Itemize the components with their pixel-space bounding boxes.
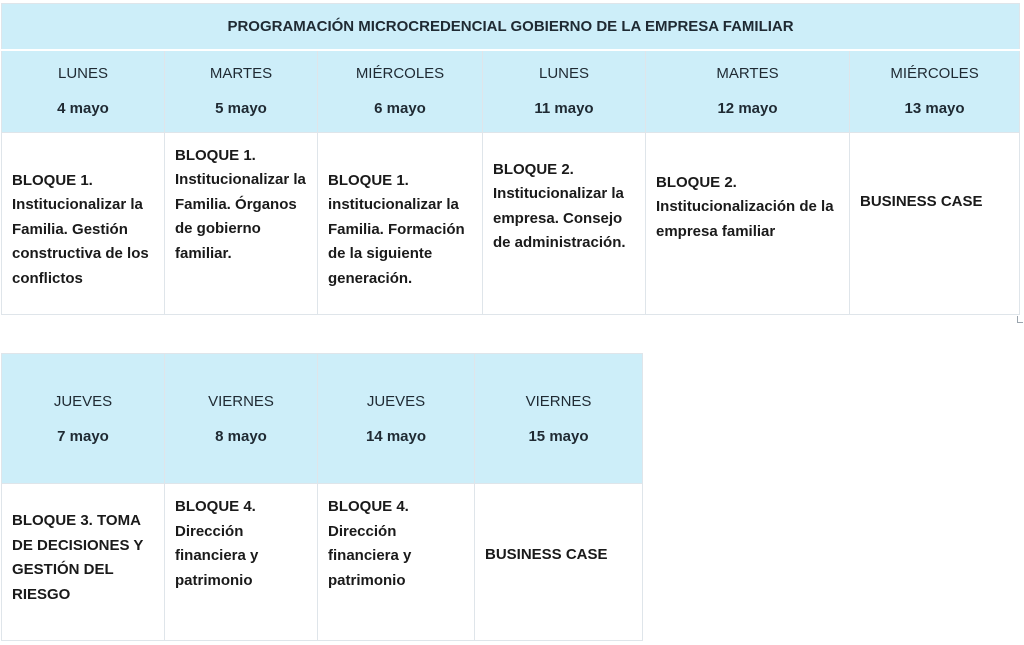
- day-header: [475, 354, 643, 484]
- schedule-table-week-1: [1, 3, 1020, 315]
- session-text: BUSINESS CASE: [860, 192, 983, 210]
- schedule-table-week-2: [1, 353, 643, 641]
- day-header: [318, 354, 475, 484]
- session-cell: [646, 132, 850, 314]
- session-cell: [475, 484, 643, 641]
- day-header: [483, 50, 646, 132]
- day-date: 12 mayo: [717, 100, 778, 118]
- session-cell: [483, 132, 646, 314]
- session-text: BLOQUE 2. Institucionalización de la empresa familiar: [656, 173, 834, 240]
- day-date: 14 mayo: [365, 427, 427, 445]
- day-header: [2, 50, 165, 132]
- day-date: 4 mayo: [57, 100, 109, 118]
- session-text: BLOQUE 3. TOMA DE DECISIONES Y GESTIÓN DEL RIESGO: [12, 512, 144, 603]
- day-name: VIERNES: [208, 392, 274, 410]
- day-date: 5 mayo: [215, 100, 267, 118]
- day-date: 8 mayo: [215, 427, 267, 445]
- session-cell: [165, 484, 318, 641]
- day-name: JUEVES: [366, 392, 426, 410]
- session-text: BLOQUE 4. Dirección financiera y patrimonio: [175, 498, 259, 589]
- day-name: VIERNES: [525, 392, 592, 410]
- session-cell: [318, 132, 483, 314]
- day-name: MIÉRCOLES: [355, 65, 445, 83]
- day-header: [165, 50, 318, 132]
- table-corner-marker: [1017, 316, 1023, 323]
- session-text: BLOQUE 2. Institucionalizar la empresa. Consejo de administración.: [493, 160, 626, 251]
- day-date: 6 mayo: [374, 100, 426, 118]
- day-name: MARTES: [209, 65, 273, 83]
- day-name: LUNES: [57, 65, 109, 83]
- day-header: [165, 354, 318, 484]
- session-text: BLOQUE 4. Dirección financiera y patrimonio: [328, 498, 412, 589]
- day-date: 15 mayo: [528, 427, 589, 445]
- session-cell: [2, 132, 165, 314]
- session-text: BLOQUE 1. Institucionalizar la Familia. Gestión constructiva de los conflictos: [12, 171, 149, 287]
- session-text: BLOQUE 1. Institucionalizar la Familia. Órganos de gobierno familiar.: [175, 146, 306, 262]
- day-header: [318, 50, 483, 132]
- session-cell: [850, 132, 1020, 314]
- day-date: 7 mayo: [57, 427, 109, 445]
- schedule-title: PROGRAMACIÓN MICROCREDENCIAL GOBIERNO DE LA EMPRESA FAMILIAR: [2, 4, 1020, 51]
- session-text: BLOQUE 1. institucionalizar la Familia. Formación de la siguiente generación.: [328, 171, 465, 287]
- session-cell: [165, 132, 318, 314]
- day-name: MIÉRCOLES: [890, 65, 979, 83]
- day-name: LUNES: [538, 65, 590, 83]
- session-text: BUSINESS CASE: [485, 546, 608, 563]
- session-cell: [318, 484, 475, 641]
- day-date: 13 mayo: [904, 100, 965, 118]
- day-name: MARTES: [716, 65, 779, 83]
- day-date: 11 mayo: [534, 100, 594, 118]
- day-header: [2, 354, 165, 484]
- day-name: JUEVES: [53, 392, 113, 410]
- day-header: [850, 50, 1020, 132]
- session-cell: [2, 484, 165, 641]
- day-header: [646, 50, 850, 132]
